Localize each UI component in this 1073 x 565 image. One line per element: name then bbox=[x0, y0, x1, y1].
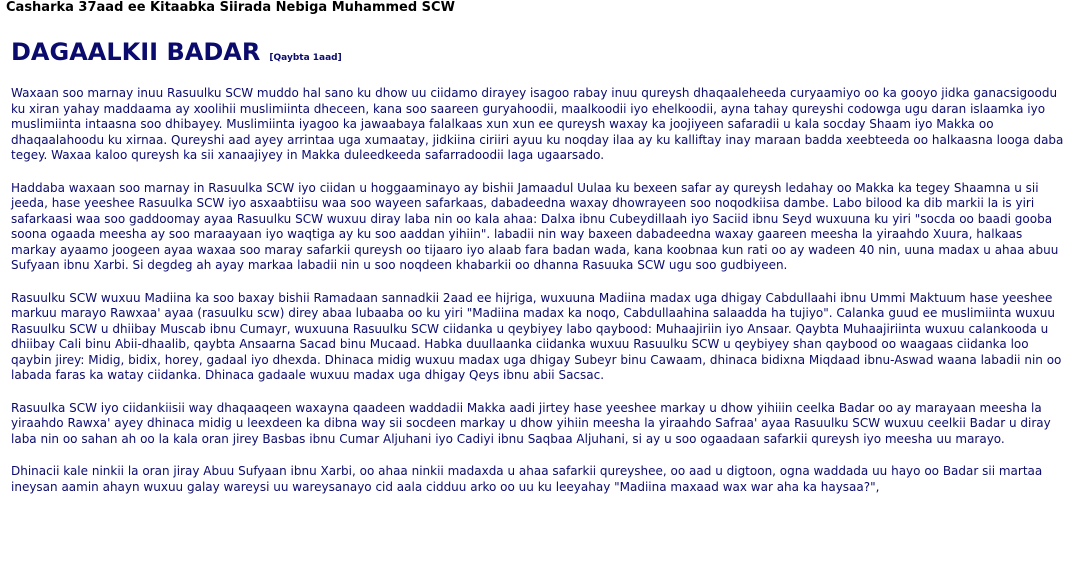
article-heading bbox=[11, 38, 342, 66]
paragraph-5: Dhinacii kale ninkii la oran jiray Abuu Sufyaan ibnu Xarbi, oo ahaa ninkii madaxda u ahaa safarkii qureyshee, oo aad u digtoon, ogna waddada uu hayo oo Badar sii martaa ineysan aamin ahayn wuxuu galay wareysi uu wareysanayo cid aala cidduu arko oo uu ku leeyahay "Madiina maxaad wax war aha ka haysaa?", bbox=[11, 464, 1043, 494]
paragraph-2: Haddaba waxaan soo marnay in Rasuulka SCW iyo ciidan u hoggaaminayo ay bishii Jamaadul Uulaa ku bexeen safar ay qureysh ledahay oo Makka ka tegey Shaamna u sii jeeda, hase yeeshee Rasuulka SCW iyo asxaabtiisu waa soo wayeen safarkaas, dabadeedna waxay dhowrayeen soo noqodkiisa dambe. Labo bilood ka dib markii la is yiri safarkaasi waa soo gaddoomay ayaa Rasuulku SCW wuxuu diray laba nin oo kala ahaa: Dalxa ibnu Cubeydillaah iyo Saciid ibnu Seyd wuxuuna ku yiri "socda oo baadi gooba soona ogaada meesha ay soo maraayaan iyo waqtiga ay ku soo aaddan yihiin". labadii nin way baxeen dabadeedna waxay gaareen meesha la yiraahdo Xuura, halkaas markay ayaamo joogeen ayaa waxaa soo maray safarkii qureysh oo tijaaro iyo alaab fara badan wada, kana koobnaa kun rati oo ay wadeen 40 nin, uuna madax u ahaa abuu Sufyaan ibnu Xarbi. Si degdeg ah ayay markaa labadii nin u soo noqdeen khabarkii oo dhanna Rasuuka SCW ugu soo gudbiyeen. bbox=[11, 180, 1059, 272]
article-part-label: [Qaybta 1aad] bbox=[269, 53, 342, 63]
article-body bbox=[11, 86, 1069, 512]
article-title: DAGAALKII BADAR bbox=[11, 38, 261, 66]
paragraph-1: Waxaan soo marnay inuu Rasuulku SCW muddo hal sano ku dhow uu ciidamo dirayey isagoo rabay inuu qureysh dhaqaaleheeda curyaamiyo oo ka gooyo jidka ganacsigoodu ku xiran yahay maddaama ay xoolihii muslimiinta dheceen, kana soo saareen guryahoodii, maalkoodii iyo ehelkoodii, ayna tahay qureyshi codowga ugu daran islaamka iyo muslimiinta intaasna soo dhibayey. Muslimiinta iyagoo ka jawaabaya falalkaas xun xun ee qureysh waxay ka joojiyeen safaradii u kala socday Shaam iyo Makka oo dhaqaalahoodu ku xirnaa. Qureyshi aad ayey arrintaa uga xumaatay, jidkiina ciriiri ayuu ku noqday ilaa ay ku kalliftay inay maraan badda xeebteeda oo halkaasna looga daba tegey. Waxaa kaloo qureysh ka sii xanaajiyey in Makka duleedkeeda safarradoodii laga ugaarsado. bbox=[11, 86, 1064, 162]
site-header-title: Casharka 37aad ee Kitaabka Siirada Nebiga Muhammed SCW bbox=[6, 0, 455, 15]
paragraph-3: Rasuulku SCW wuxuu Madiina ka soo baxay bishii Ramadaan sannadkii 2aad ee hijriga, wuxuuna Madiina madax uga dhigay Cabdullaahi ibnu Ummi Maktuum hase yeeshee markuu marayo Rawxaa' ayaa (rasuulku scw) direy abaa lubaaba oo ku yiri "Madiina madax ka noqo, Cabdullaahina salaadda ha tujiyo". Calanka guud ee muslimiinta wuxuu Rasuulku SCW u dhiibay Muscab ibnu Cumayr, wuxuuna Rasuulku SCW ciidanka u qeybiyey labo qaybood: Muhaajiriin iyo Ansaar. Qaybta Muhaajiriinta wuxuu calankooda u dhiibay Cali binu Abii-dhaalib, qaybta Ansaarna Sacad binu Mucaad. Habka duullaanka ciidanka wuxuu Rasuulku SCW u qeybiyey shan qaybood oo waagaas ciidanka loo qaybin jirey: Midig, bidix, horey, gadaal iyo dhexda. Dhinaca midig wuxuu madax uga dhigay Subeyr binu Cawaam, dhinaca bidixna Miqdaad ibnu-Aswad waana labadii nin oo labada faras ka watay ciidanka. Dhinaca gadaale wuxuu madax uga dhigay Qeys ibnu abii Sacsac. bbox=[11, 290, 1062, 382]
paragraph-4: Rasuulka SCW iyo ciidankiisii way dhaqaaqeen waxayna qaadeen waddadii Makka aadi jirtey hase yeeshee markay u dhow yihiiin ceelka Badar oo ay marayaan meesha la yiraahdo Rawxa' ayey dhinaca midig u leexdeen ka dibna way sii socdeen markay u dhow yihiin meesha la yiraahdo Safraa' ayaa Rasuulku SCW wuxuu ceelkii Badar u diray laba nin oo sahan ah oo la kala oran jirey Basbas ibnu Cumar Aljuhani iyo Cadiyi ibnu Saqbaa Aljuhani, si ay u soo ogaadaan safarkii qureysh iyo meesha uu marayo. bbox=[11, 400, 1051, 446]
